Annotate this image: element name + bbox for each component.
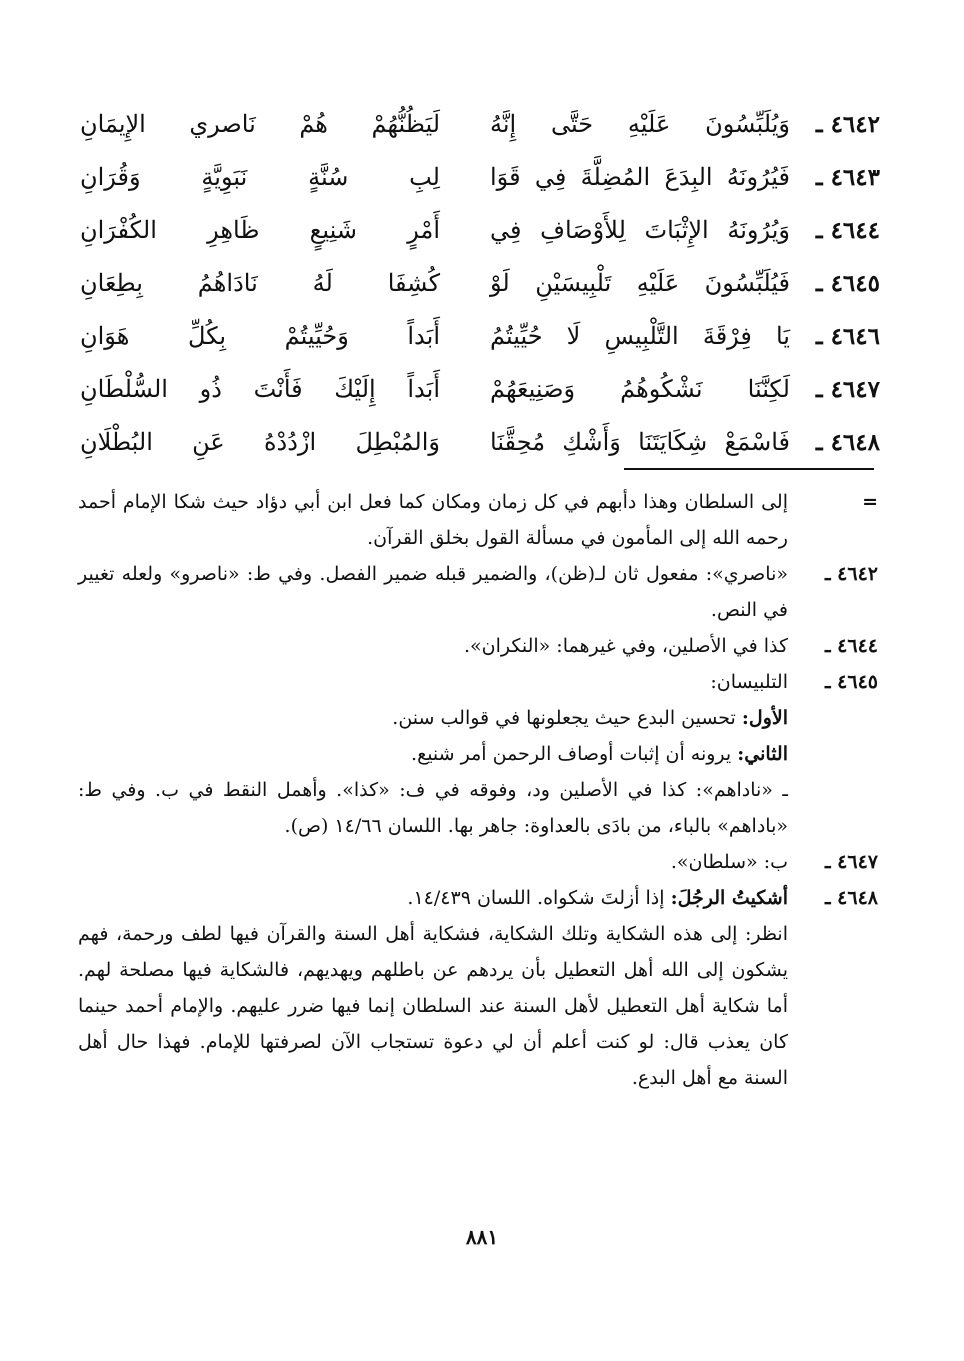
verse-number: ٤٦٤٨ ـ: [815, 428, 880, 456]
footnote-paragraph: انظر: إلى هذه الشكاية وتلك الشكاية، فشكاية أهل السنة والقرآن فيها لطف ورحمة، فهم يشكون إلى الله أهل التعطيل بأن يردهم عن باطلهم ويهديهم، فالشكاية فيها مصلحة لهم. أما شكاية أهل التعطيل لأهل السنة عند السلطان إنما فيها ضرر عليهم. والإمام أحمد حينما كان يعذب قال: لو كنت أعلم أن لي دعوة تستجاب الآن لصرفتها للإمام. فهذا حال أهل السنة مع أهل البدع.: [78, 923, 788, 1089]
verse-line: [80, 310, 880, 363]
verse-first-hemistich: يَا فِرْقَةَ التَّلْبِيسِ لَا حُيِّيتُمُ: [490, 322, 790, 351]
verse-second-hemistich: لِبِ سُنَّةٍ نَبَوِيَّةٍ وَقُرَانِ: [80, 163, 440, 192]
verse-number: ٤٦٤٤ ـ: [815, 216, 880, 244]
verse-line: [80, 416, 880, 469]
verse-second-hemistich: أَبَداً وَحُيِّيتُمْ بِكُلِّ هَوَانِ: [80, 322, 440, 351]
verse-number: ٤٦٤٥ ـ: [815, 269, 880, 297]
verse-second-hemistich: وَالمُبْطِلَ ازْدُدْهُ عَنِ البُطْلَانِ: [80, 428, 440, 457]
verse-second-hemistich: أَبَداً إِلَيْكَ فَأَنْتَ ذُو السُّلْطَانِ: [80, 375, 440, 404]
footnote-subitem: [78, 700, 788, 736]
footnote: [78, 664, 878, 844]
footnote-number: ٤٦٤٨ ـ: [824, 887, 878, 909]
page-number: ٨٨١: [465, 1225, 499, 1249]
footnote-text: إلى السلطان وهذا دأبهم في كل زمان ومكان كما فعل ابن أبي دؤاد حيث شكا الإمام أحمد رحمه الله إلى المأمون في مسألة القول بخلق القرآن.: [78, 491, 788, 549]
footnote-text: ب: «سلطان».: [670, 851, 788, 873]
verse-line: [80, 98, 880, 151]
footnote: [78, 880, 878, 1096]
verse-second-hemistich: كُشِفَا لَهُ نَادَاهُمُ بِطِعَانِ: [80, 269, 440, 298]
footnote-number: ٤٦٤٤ ـ: [824, 635, 878, 657]
footnotes: [78, 484, 878, 1096]
verse-first-hemistich: فَاسْمَعْ شِكَايَتَنَا وَأَشْكِ مُحِقَّنَا: [490, 428, 790, 457]
subitem-label: الثاني:: [737, 743, 788, 765]
footnote: [78, 844, 878, 880]
footnote-text: التلبيسان:: [710, 671, 788, 693]
verse-number: ٤٦٤٦ ـ: [815, 322, 880, 350]
footnote-separator: [624, 468, 874, 470]
poem-verses: [80, 98, 880, 469]
footnote: [78, 628, 878, 664]
subitem-label: الأول:: [741, 707, 788, 729]
verse-line: [80, 363, 880, 416]
footnote-number: ٤٦٤٧ ـ: [824, 851, 878, 873]
verse-line: [80, 257, 880, 310]
footnote-text: «ناصري»: مفعول ثان لـ(ظن)، والضمير قبله ضمير الفصل. وفي ط: «ناصرو» ولعله تغيير في النص.: [78, 563, 788, 621]
footnote-text: كذا في الأصلين، وفي غيرهما: «النكران».: [463, 635, 788, 657]
footnote-headword: أشكيتُ الرجُلَ:: [670, 887, 788, 909]
footnote: [78, 484, 878, 556]
footnote-marker: =: [862, 491, 878, 513]
footnote-text: [78, 880, 788, 916]
verse-first-hemistich: لَكِنَّنَا نَشْكُوهُمُ وَصَنِيعَهُمْ: [490, 375, 790, 404]
footnote-number: ٤٦٤٥ ـ: [824, 671, 878, 693]
verse-second-hemistich: أَمْرٍ شَنِيعٍ ظَاهِرِ الكُفْرَانِ: [80, 216, 440, 245]
verse-first-hemistich: فَيُلَبِّسُونَ عَلَيْهِ تَلْبِيسَيْنِ لَوْ: [490, 269, 790, 298]
verse-number: ٤٦٤٢ ـ: [815, 110, 880, 138]
verse-first-hemistich: وَيُلَبِّسُونَ عَلَيْهِ حَتَّى إِنَّهُ: [490, 110, 790, 139]
subitem-text: تحسين البدع حيث يجعلونها في قوالب سنن.: [392, 707, 736, 729]
footnote-number: ٤٦٤٢ ـ: [824, 563, 878, 585]
verse-second-hemistich: لَيَظُنُّهُمْ هُمْ نَاصري الإِيمَانِ: [80, 110, 440, 139]
verse-number: ٤٦٤٧ ـ: [815, 375, 880, 403]
footnote-definition: إذا أزلتَ شكواه. اللسان ١٤/٤٣٩.: [407, 887, 665, 909]
footnote-subitem: [78, 736, 788, 772]
footnote-text: ـ «ناداهم»: كذا في الأصلين ود، وفوقه في ف: «كذا». وأهمل النقط في ب. وفي ط: «باداهم» بالباء، من بادَى بالعداوة: جاهر بها. اللسان ١٤/٦٦ (ص).: [78, 779, 788, 837]
subitem-text: يرونه أن إثبات أوصاف الرحمن أمر شنيع.: [411, 743, 732, 765]
verse-number: ٤٦٤٣ ـ: [815, 163, 880, 191]
verse-line: [80, 204, 880, 257]
verse-first-hemistich: وَيُرُونَهُ الإِثْبَاتَ لِلأَوْصَافِ فِي: [490, 216, 790, 245]
verse-first-hemistich: فَيُرُونَهُ البِدَعَ المُضِلَّةَ فِي قَوَا: [490, 163, 790, 192]
verse-line: [80, 151, 880, 204]
footnote: [78, 556, 878, 628]
